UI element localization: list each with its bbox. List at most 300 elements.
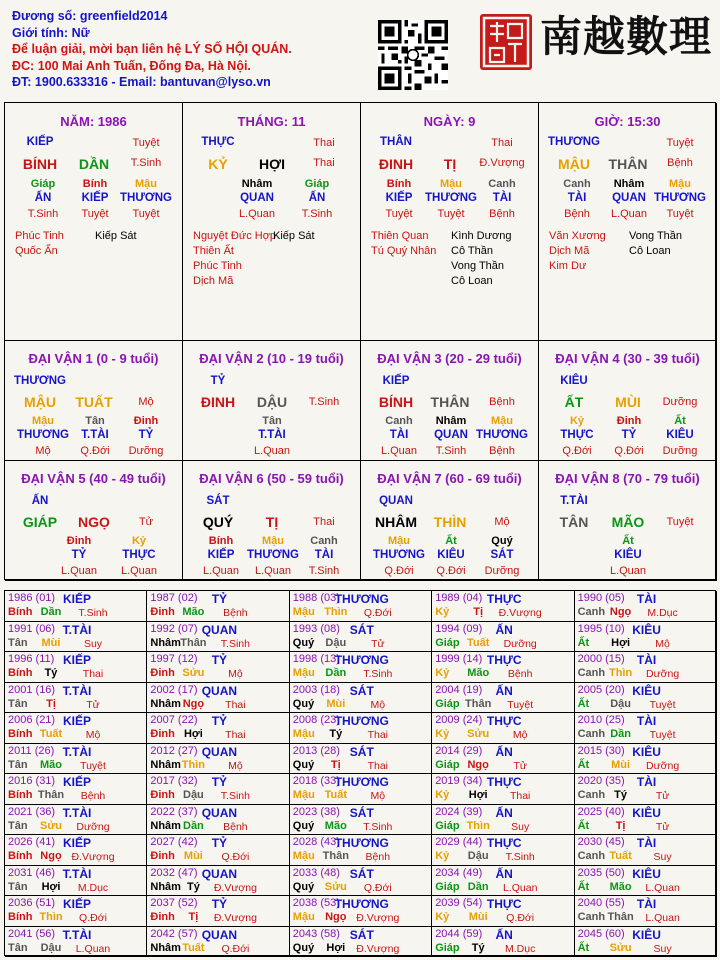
hidden-stem: Giáp <box>304 178 330 190</box>
year-label: 2039 (54) <box>435 897 483 909</box>
dai-van-cell <box>361 461 539 581</box>
year-branch: Tý <box>44 667 58 679</box>
hidden-stem: Nhâm <box>435 415 467 427</box>
year-phase: Bệnh <box>223 820 248 833</box>
year-branch: Ngọ <box>467 758 489 771</box>
year-stem: Mậu <box>292 728 315 740</box>
year-label: 2040 (55) <box>577 897 625 909</box>
year-stem: Đinh <box>150 789 175 801</box>
year-label: 1995 (10) <box>577 622 625 635</box>
dai-van-cell <box>5 461 183 581</box>
year-cell <box>575 835 717 866</box>
year-phase: Mộ <box>85 729 101 741</box>
can-god-label: SÁT <box>206 495 230 507</box>
year-label: 1989 (04) <box>435 592 483 604</box>
year-stem: Đinh <box>150 667 175 679</box>
earthly-branch: THÂN <box>430 394 470 410</box>
year-phase: T.Sinh <box>363 668 393 680</box>
hidden-stem: Mậu <box>440 178 462 190</box>
year-cell <box>5 591 147 622</box>
hidden-phase: Bệnh <box>489 445 515 457</box>
year-god: KIẾP <box>62 897 92 911</box>
year-god: THỰC <box>486 714 522 728</box>
earthly-branch: DẦN <box>78 156 110 172</box>
year-label: 2004 (19) <box>435 683 483 696</box>
year-phase: Thai <box>225 729 246 741</box>
year-god: TỶ <box>211 592 228 606</box>
dai-van-title: ĐẠI VẬN 3 (20 - 29 tuổi) <box>377 351 522 366</box>
year-label: 2015 (30) <box>577 744 625 757</box>
year-stem: Kỷ <box>435 850 450 862</box>
year-cell <box>5 683 147 714</box>
year-label: 2016 (31) <box>8 775 56 787</box>
year-label: 2033 (48) <box>292 866 340 879</box>
year-stem: Quý <box>292 941 315 954</box>
year-branch: Thân <box>607 911 634 923</box>
year-stem: Ất <box>577 819 590 832</box>
year-god: KIÊU <box>632 622 661 637</box>
year-cell <box>575 774 717 805</box>
year-branch: Sửu <box>467 728 490 740</box>
year-branch: Tị <box>473 606 484 618</box>
heavenly-stem: BÍNH <box>22 156 58 172</box>
hidden-god: KIẾP <box>81 192 109 204</box>
hidden-stem: Tân <box>85 415 105 427</box>
year-branch: Hợi <box>41 880 61 893</box>
year-label: 1987 (02) <box>150 592 198 604</box>
year-phase: Q.Đới <box>79 912 107 924</box>
year-cell <box>5 713 147 744</box>
year-branch: Dần <box>610 728 631 740</box>
hidden-stem: Mậu <box>388 535 410 547</box>
year-branch: Tị <box>188 911 199 923</box>
year-god: ẤN <box>495 866 513 881</box>
star-item: Quốc Ấn <box>15 245 58 257</box>
year-branch: Mùi <box>183 850 203 862</box>
year-god: TÀI <box>636 836 657 850</box>
year-cell <box>432 713 574 744</box>
heavenly-stem: MẬU <box>558 156 590 172</box>
year-branch: Tý <box>471 941 485 954</box>
heavenly-stem: GIÁP <box>22 514 58 530</box>
year-stem: Bính <box>8 789 33 801</box>
hidden-phase: Tuyệt <box>132 208 160 220</box>
hidden-god: KIÊU <box>666 429 694 441</box>
hidden-phase: L.Quan <box>120 565 158 577</box>
year-branch: Thìn <box>181 758 205 771</box>
year-god: KIẾP <box>62 653 92 667</box>
year-god: THỰC <box>486 897 522 911</box>
year-stem: Đinh <box>150 911 175 923</box>
hidden-stem: Bính <box>82 178 108 190</box>
can-god-label: THỰC <box>201 136 235 148</box>
hidden-stem: Đinh <box>133 415 159 427</box>
hidden-stem: Đinh <box>66 535 92 547</box>
year-branch: Dần <box>325 667 347 679</box>
earthly-branch: TUẤT <box>75 394 113 410</box>
year-phase: Tuyệt <box>80 759 106 772</box>
year-cell <box>575 591 717 622</box>
year-branch: Thìn <box>608 667 633 679</box>
year-phase: Bệnh <box>80 790 106 802</box>
year-cell <box>575 744 717 775</box>
year-stem: Quý <box>292 758 315 771</box>
annual-luck-table <box>4 590 716 956</box>
earthly-branch: TỊ <box>265 514 279 530</box>
year-cell <box>290 927 432 958</box>
year-phase: L.Quan <box>645 881 680 894</box>
hidden-phase: L.Quan <box>609 565 647 577</box>
dai-van-cell <box>183 461 361 581</box>
year-cell <box>290 713 432 744</box>
year-label: 2009 (24) <box>435 714 483 726</box>
year-branch: Tị <box>46 697 56 710</box>
year-stem: Mậu <box>292 850 315 862</box>
dai-van-title: ĐẠI VẬN 1 (0 - 9 tuổi) <box>28 351 159 366</box>
year-label: 2037 (52) <box>150 897 198 909</box>
hidden-phase: T.Sinh <box>301 208 333 220</box>
year-cell <box>147 927 289 958</box>
year-god: T.TÀI <box>62 744 92 759</box>
year-label: 1999 (14) <box>435 653 483 665</box>
year-branch: Tuất <box>182 941 205 954</box>
star-item: Kình Dương <box>451 230 512 242</box>
year-stem: Canh <box>577 606 606 618</box>
hidden-phase: Bệnh <box>489 208 515 220</box>
year-stem: Quý <box>292 819 315 832</box>
year-label: 2008 (23) <box>292 714 340 726</box>
year-cell <box>147 744 289 775</box>
dai-van-title: ĐẠI VẬN 7 (60 - 69 tuổi) <box>377 471 522 486</box>
year-stem: Kỷ <box>435 606 450 618</box>
year-cell <box>575 896 717 927</box>
year-god: QUAN <box>201 927 238 942</box>
year-stem: Giáp <box>435 819 460 832</box>
heavenly-stem: ẤT <box>564 394 584 410</box>
pillar-cell <box>183 103 361 341</box>
year-branch: Sửu <box>182 667 205 679</box>
year-branch: Thân <box>322 850 349 862</box>
hidden-stem: Kỷ <box>131 535 147 547</box>
year-label: 2041 (56) <box>8 927 56 940</box>
hidden-god: THƯƠNG <box>120 192 172 204</box>
year-cell <box>432 805 574 836</box>
year-label: 2022 (37) <box>150 805 198 818</box>
can-god-label: THƯƠNG <box>14 375 66 387</box>
year-god: T.TÀI <box>62 683 92 698</box>
year-phase: Mộ <box>512 729 528 741</box>
year-phase: Thai <box>367 759 389 772</box>
year-branch: Hợi <box>611 636 631 649</box>
year-label: 2003 (18) <box>292 683 340 696</box>
year-label: 1993 (08) <box>292 622 340 635</box>
year-stem: Giáp <box>435 941 460 954</box>
branch-phase-label: Dưỡng <box>662 396 698 408</box>
year-stem: Quý <box>292 880 315 893</box>
year-god: ẤN <box>495 622 513 637</box>
hidden-stem: Mậu <box>135 178 157 190</box>
star-item: Thiên Quan <box>371 230 429 242</box>
can-phase-label: Thai <box>491 137 513 149</box>
hidden-stem: Nhâm <box>613 178 645 190</box>
year-branch: Tý <box>329 728 343 740</box>
year-god: QUAN <box>201 805 238 820</box>
year-branch: Ngọ <box>609 606 632 618</box>
year-cell <box>432 622 574 653</box>
branch-phase-label: Tử <box>138 516 154 528</box>
year-phase: Dưỡng <box>76 820 110 833</box>
hidden-god: ẤN <box>308 192 326 204</box>
year-stem: Ất <box>577 941 590 954</box>
year-phase: Thai <box>509 790 531 802</box>
year-stem: Ất <box>577 697 590 710</box>
hidden-god: THƯƠNG <box>425 192 477 204</box>
year-label: 2001 (16) <box>8 683 56 696</box>
star-item: Tú Quý Nhân <box>371 245 437 257</box>
year-stem: Kỷ <box>435 667 450 679</box>
pillar-cell <box>5 103 183 341</box>
year-god: THƯƠNG <box>334 836 389 850</box>
year-god: TỶ <box>211 836 228 850</box>
year-branch: Dần <box>40 606 62 618</box>
year-stem: Canh <box>577 911 606 923</box>
branch-phase-label: Thai <box>313 157 335 169</box>
year-branch: Hợi <box>468 789 488 801</box>
year-branch: Tuất <box>466 636 490 649</box>
year-branch: Ngọ <box>182 697 205 710</box>
hidden-phase: Tuyệt <box>385 208 413 220</box>
star-item: Kiếp Sát <box>273 230 315 242</box>
address: ĐC: 100 Mai Anh Tuấn, Đống Đa, Hà Nội. <box>12 58 251 73</box>
year-phase: Tử <box>655 790 670 802</box>
year-label: 2018 (33) <box>292 775 340 787</box>
hidden-god: TÀI <box>492 192 512 204</box>
earthly-branch: NGỌ <box>78 514 110 530</box>
year-god: ẤN <box>495 927 513 942</box>
year-label: 2032 (47) <box>150 866 198 879</box>
year-god: THƯƠNG <box>334 714 389 728</box>
year-branch: Dậu <box>467 850 489 862</box>
hidden-god: THỰC <box>122 549 156 561</box>
dai-van-cell <box>361 341 539 461</box>
owner-name: Đương số: greenfield2014 <box>12 9 168 23</box>
year-phase: T.Sinh <box>363 820 393 833</box>
hidden-phase: L.Quan <box>60 565 98 577</box>
star-item: Dịch Mã <box>193 275 234 287</box>
year-phase: L.Quan <box>645 912 680 924</box>
year-phase: Bệnh <box>365 851 391 863</box>
earthly-branch: THÌN <box>433 514 467 530</box>
year-god: ẤN <box>495 683 513 698</box>
hidden-stem: Canh <box>310 535 338 547</box>
hidden-phase: Dưỡng <box>128 445 164 457</box>
year-label: 2017 (32) <box>150 775 198 787</box>
can-god-label: QUAN <box>379 495 413 507</box>
year-phase: M.Dục <box>647 607 678 619</box>
star-item: Cô Loan <box>629 245 671 257</box>
year-phase: Mộ <box>370 698 386 711</box>
year-cell <box>575 713 717 744</box>
dai-van-title: ĐẠI VẬN 2 (10 - 19 tuổi) <box>199 351 344 366</box>
heavenly-stem: BÍNH <box>378 394 414 410</box>
can-god-label: KIẾP <box>26 136 54 148</box>
year-god: KIÊU <box>632 866 661 881</box>
pillar-title: THÁNG: 11 <box>237 114 306 129</box>
branch-phase-label: Thai <box>313 516 335 528</box>
hidden-god: QUAN <box>612 192 646 204</box>
can-god-label: THƯƠNG <box>548 136 600 148</box>
year-cell <box>5 744 147 775</box>
hidden-stem: Canh <box>488 178 516 190</box>
year-god: TỶ <box>211 653 228 667</box>
year-phase: Bệnh <box>223 607 248 619</box>
hidden-phase: Q.Đới <box>80 445 110 457</box>
can-god-label: ẤN <box>31 495 49 507</box>
heavenly-stem: ĐINH <box>200 394 236 410</box>
hidden-god: KIÊU <box>437 549 465 561</box>
year-cell <box>575 622 717 653</box>
branch-phase-label: Bệnh <box>667 157 693 169</box>
year-label: 1988 (03) <box>292 592 340 604</box>
can-phase-label: Thai <box>313 137 335 149</box>
year-stem: Nhâm <box>150 941 181 954</box>
year-phase: Tử <box>513 759 527 772</box>
year-stem: Giáp <box>435 636 460 649</box>
year-phase: Tử <box>371 637 385 650</box>
year-phase: Tử <box>86 698 100 711</box>
year-god: THỰC <box>486 653 522 667</box>
year-cell <box>575 805 717 836</box>
year-label: 2010 (25) <box>577 714 625 726</box>
year-phase: Suy <box>653 851 672 863</box>
year-branch: Mùi <box>326 697 346 710</box>
can-god-label: T.TÀI <box>560 495 588 507</box>
star-item: Dịch Mã <box>549 245 590 257</box>
year-branch: Mão <box>182 606 205 618</box>
year-god: KIẾP <box>62 592 92 606</box>
year-cell <box>147 591 289 622</box>
year-god: QUAN <box>201 744 238 759</box>
hidden-phase: L.Quan <box>238 208 276 220</box>
year-god: THỰC <box>486 592 522 606</box>
year-stem: Canh <box>577 850 606 862</box>
year-cell <box>5 774 147 805</box>
year-stem: Nhâm <box>150 880 181 893</box>
star-item: Kiếp Sát <box>95 230 137 242</box>
year-god: TỶ <box>211 714 228 728</box>
year-cell <box>5 652 147 683</box>
year-label: 2021 (36) <box>8 805 56 818</box>
hidden-stem: Quý <box>491 535 513 547</box>
year-branch: Thân <box>37 789 65 801</box>
year-phase: Dưỡng <box>646 759 680 772</box>
year-label: 2034 (49) <box>435 866 483 879</box>
hidden-god: TỶ <box>138 429 154 441</box>
branch-phase-label: Mộ <box>494 516 510 528</box>
year-phase: Tuyệt <box>507 698 534 711</box>
year-cell <box>432 774 574 805</box>
hidden-stem: Bính <box>208 535 234 547</box>
year-phase: Đ.Vượng <box>356 942 400 955</box>
year-label: 2029 (44) <box>435 836 483 848</box>
year-cell <box>290 683 432 714</box>
heavenly-stem: MẬU <box>24 394 56 410</box>
hidden-god: KIÊU <box>614 549 642 561</box>
hidden-god: KIẾP <box>385 192 413 204</box>
year-phase: Q.Đới <box>363 881 392 894</box>
star-item: Kim Dư <box>549 260 587 272</box>
year-cell <box>147 866 289 897</box>
year-god: ẤN <box>495 805 513 820</box>
dai-van-cell <box>5 341 183 461</box>
year-branch: Tý <box>186 880 200 893</box>
year-label: 1994 (09) <box>435 622 483 635</box>
hidden-stem: Mậu <box>262 535 284 547</box>
year-branch: Tị <box>330 758 341 771</box>
year-branch: Dậu <box>325 636 347 649</box>
year-branch: Dần <box>183 819 204 832</box>
hidden-phase: Mộ <box>35 445 51 457</box>
year-stem: Tân <box>8 697 28 710</box>
year-phase: Thai <box>367 729 389 741</box>
year-phase: M.Dục <box>77 881 109 894</box>
year-stem: Nhâm <box>150 697 181 710</box>
year-cell <box>147 896 289 927</box>
star-item: Phúc Tinh <box>15 230 64 242</box>
hidden-god: T.TÀI <box>258 429 286 441</box>
year-branch: Hợi <box>183 728 203 740</box>
hidden-phase: Dưỡng <box>484 565 520 577</box>
year-branch: Mùi <box>468 911 488 923</box>
year-phase: Q.Đới <box>221 942 250 955</box>
dai-van-cell <box>539 341 717 461</box>
year-label: 2007 (22) <box>150 714 198 726</box>
year-phase: Q.Đới <box>363 607 392 619</box>
branch-phase-label: T.Sinh <box>130 157 162 169</box>
year-god: T.TÀI <box>62 805 92 820</box>
year-stem: Ất <box>577 758 590 771</box>
pillar-cell <box>539 103 717 341</box>
year-phase: L.Quan <box>502 881 538 894</box>
hidden-stem: Nhâm <box>241 178 273 190</box>
hidden-phase: Tuyệt <box>81 208 109 220</box>
hidden-god: THỰC <box>560 429 594 441</box>
year-branch: Dậu <box>183 789 204 801</box>
year-god: THƯƠNG <box>334 592 389 606</box>
year-label: 2006 (21) <box>8 714 56 726</box>
year-phase: T.Sinh <box>505 851 535 863</box>
year-cell <box>147 835 289 866</box>
year-cell <box>432 744 574 775</box>
hidden-god: QUAN <box>240 192 274 204</box>
heavenly-stem: KỶ <box>208 156 228 172</box>
hidden-stem: Kỷ <box>569 415 585 427</box>
year-label: 2019 (34) <box>435 775 483 787</box>
year-god: TỶ <box>211 775 228 789</box>
year-branch: Sửu <box>609 941 632 954</box>
year-label: 2012 (27) <box>150 744 198 757</box>
year-branch: Sửu <box>39 819 63 832</box>
year-label: 1986 (01) <box>8 592 56 604</box>
year-god: THƯƠNG <box>334 653 389 667</box>
year-branch: Thân <box>180 636 207 649</box>
year-phase: Bệnh <box>507 668 533 680</box>
year-god: TÀI <box>636 714 657 728</box>
year-god: TÀI <box>636 592 657 606</box>
year-cell <box>5 622 147 653</box>
hidden-god: THƯƠNG <box>373 549 425 561</box>
year-stem: Mậu <box>292 606 315 618</box>
